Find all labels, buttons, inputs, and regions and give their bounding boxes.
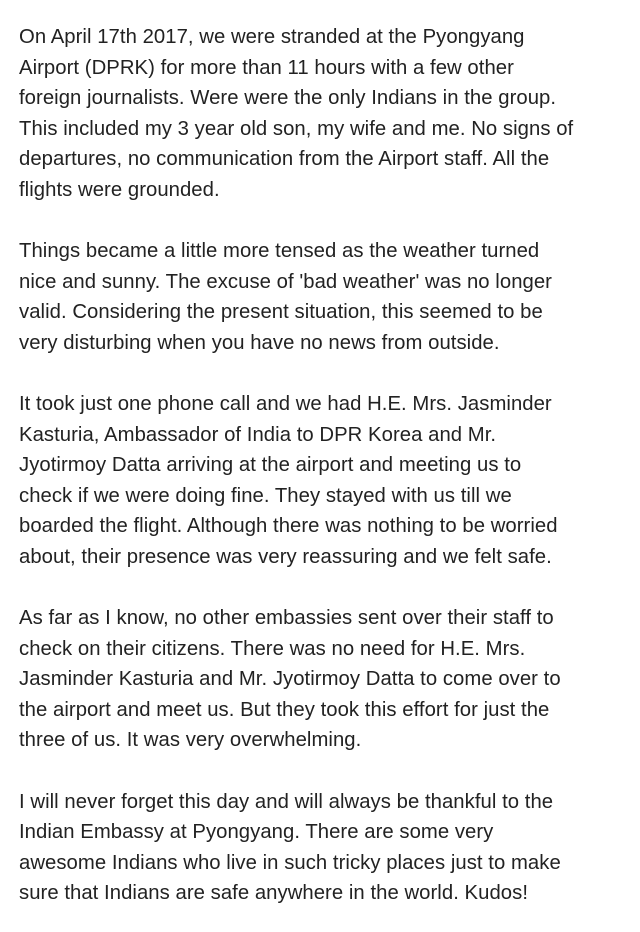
paragraph-no-other-embassies: As far as I know, no other embassies sent over their staff to check on their citizens. There was no need for H.E. Mrs. Jasminder Kasturia and Mr. Jyotirmoy Datta to come over to the airport and meet us. But they took this effort for just the three of us. It was very overwhelming. [19,607,561,751]
paragraph-stranded-at-airport: On April 17th 2017, we were stranded at the Pyongyang Airport (DPRK) for more than 11 hours with a few other foreign journalists. Were were the only Indians in the group. This included my 3 year old son, my wife and me. No signs of departures, no communication from the Airport staff. All the flights were grounded. [19,26,574,201]
paragraph-ambassador-arrival: It took just one phone call and we had H.E. Mrs. Jasminder Kasturia, Ambassador of India to DPR Korea and Mr. Jyotirmoy Datta arriving at the airport and meeting us to check if we were doing fine. They stayed with us till we boarded the flight. Although there was nothing to be worried about, their presence was very reassuring and we felt safe. [19,393,558,568]
paragraph-thankful-closing: I will never forget this day and will always be thankful to the Indian Embassy at Pyongyang. There are some very awesome Indians who live in such tricky places just to make sure that Indians are safe anywhere in the world. Kudos! [19,790,561,904]
paragraph-weather-turned: Things became a little more tensed as the weather turned nice and sunny. The excuse of 'bad weather' was no longer valid. Considering the present situation, this seemed to be very disturbing when you have no news from outside. [19,240,552,354]
